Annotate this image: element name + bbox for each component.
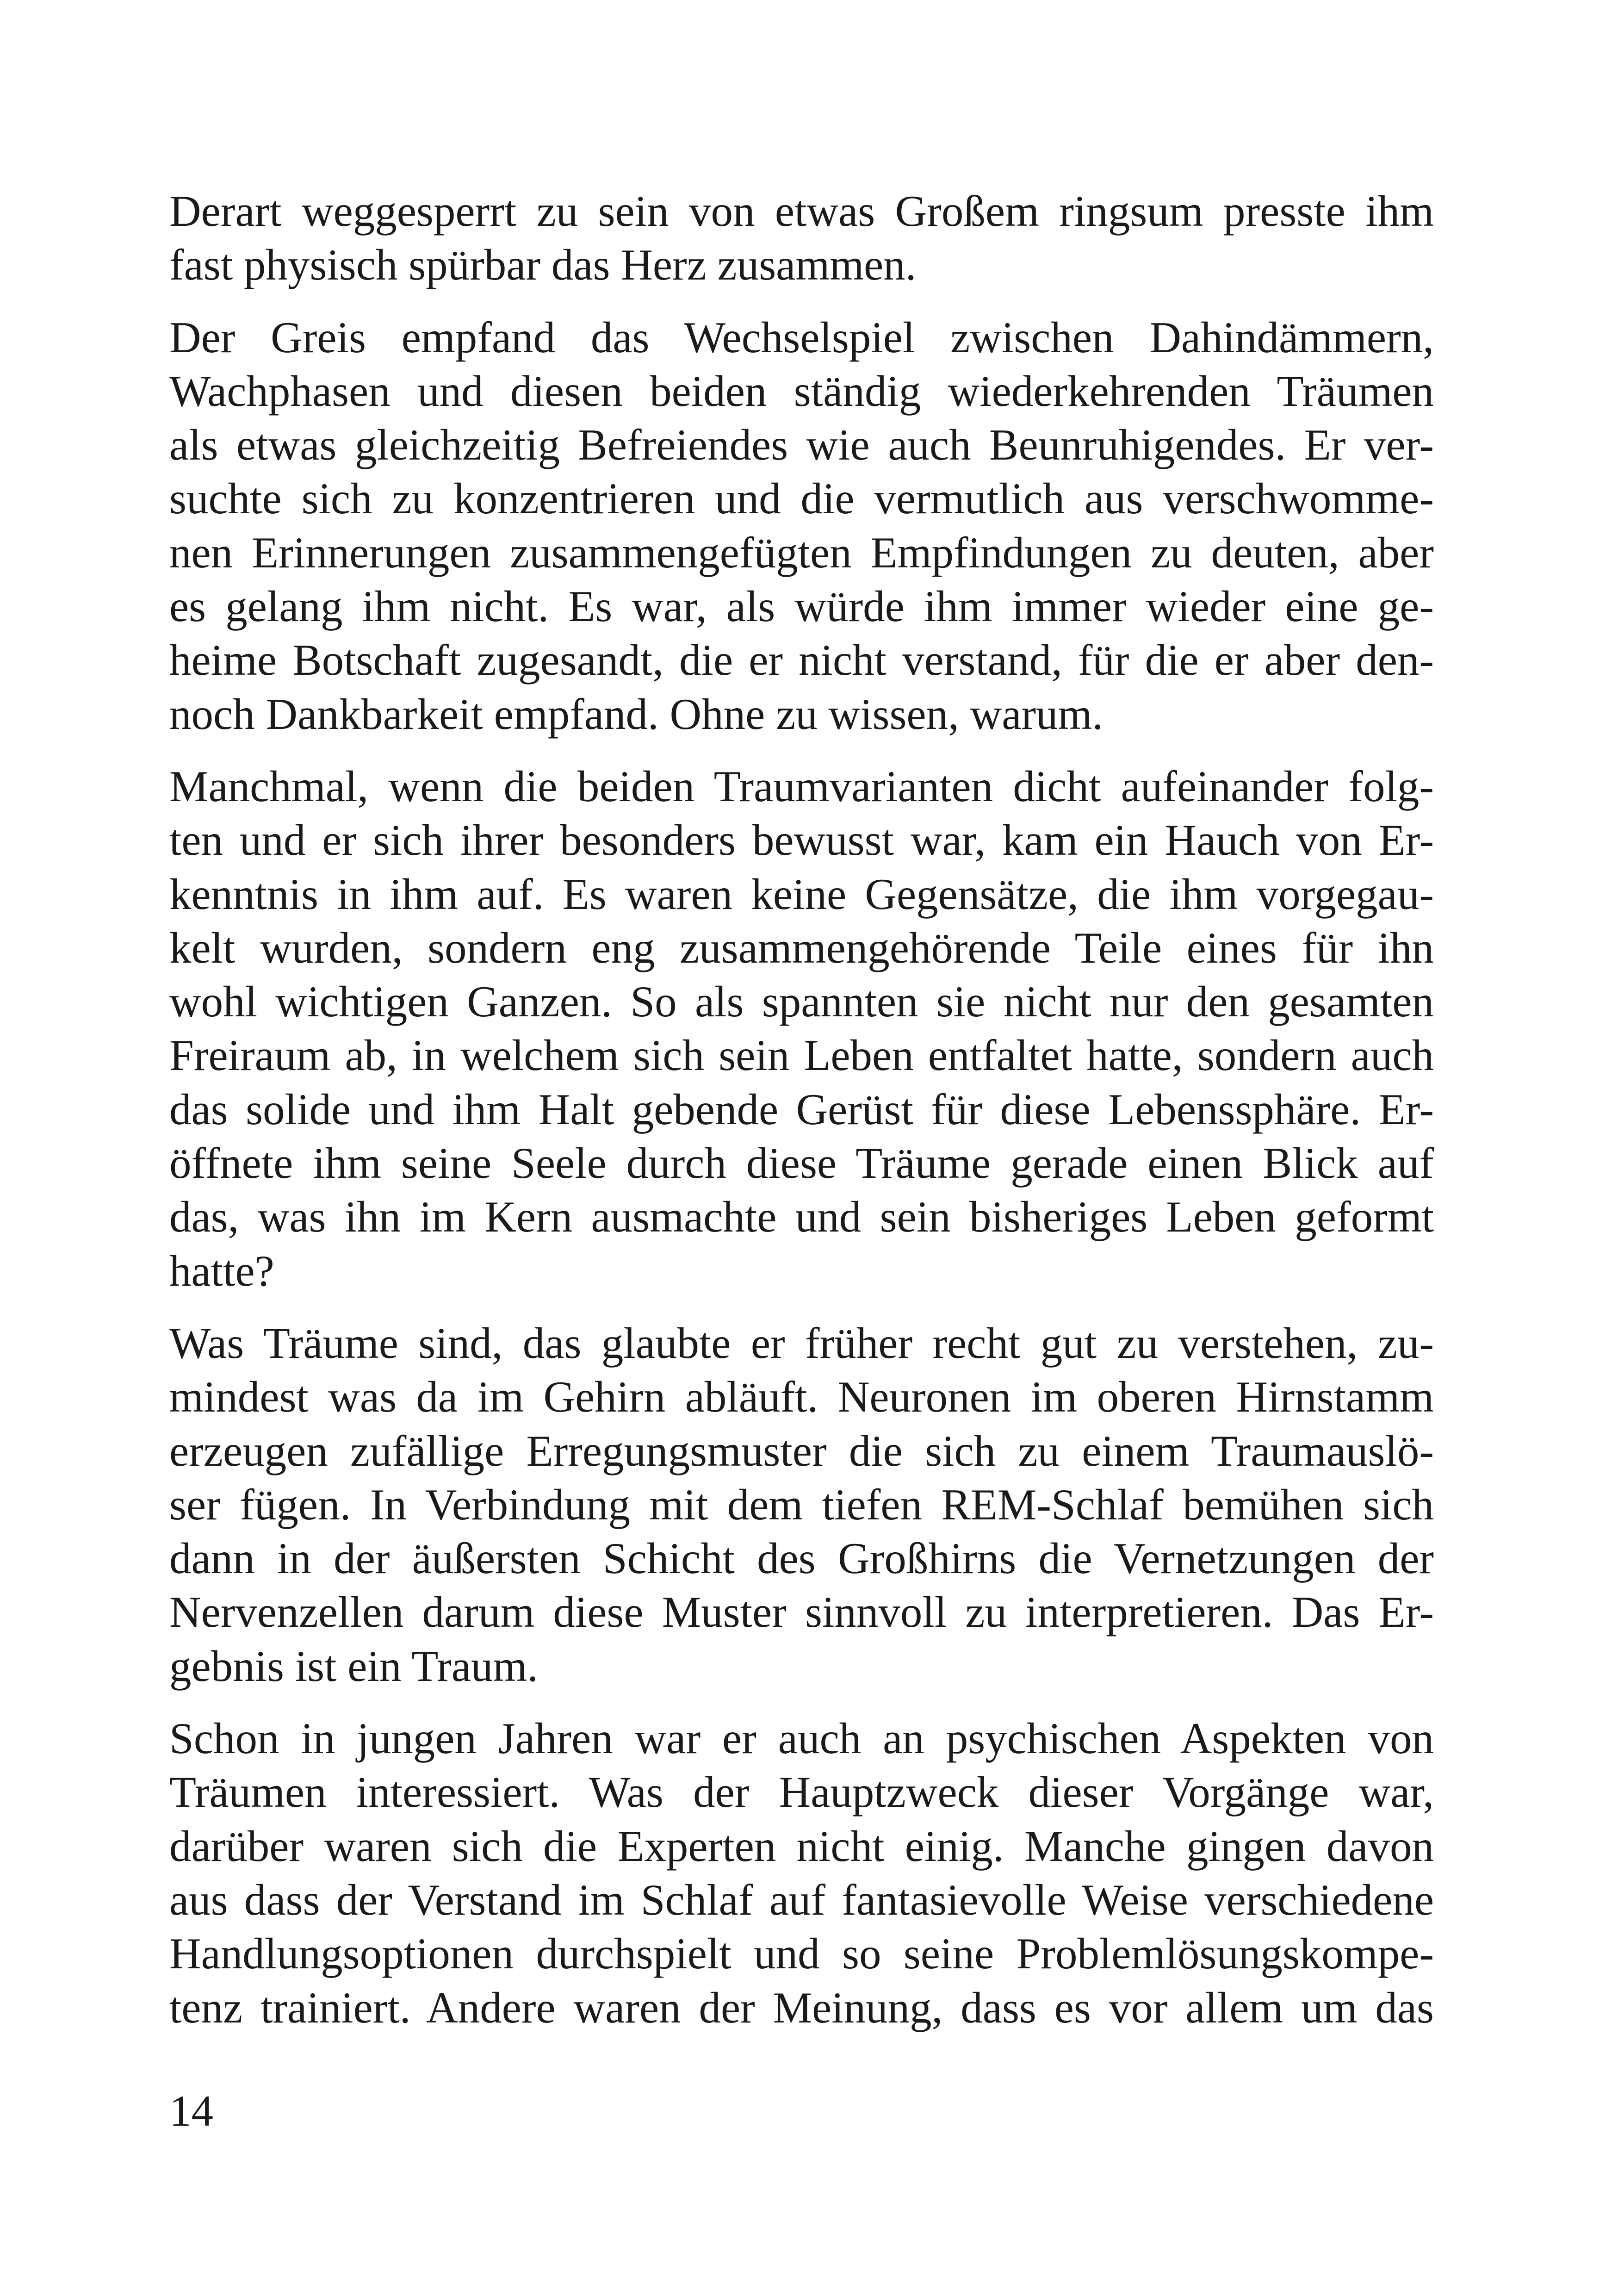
- text-line: Freiraum ab, in welchem sich sein Leben entfaltet hatte, sondern auch: [169, 1031, 1434, 1080]
- body-text: [169, 184, 1434, 2053]
- text-line: heime Botschaft zugesandt, die er nicht verstand, für die er aber den-: [169, 635, 1434, 685]
- text-line: Träumen interessiert. Was der Hauptzweck dieser Vorgänge war,: [169, 1767, 1434, 1817]
- text-line: noch Dankbarkeit empfand. Ohne zu wissen, warum.: [169, 689, 1103, 739]
- paragraph: [169, 1316, 1434, 1693]
- text-line: dann in der äußersten Schicht des Großhirns die Vernetzungen der: [169, 1534, 1434, 1583]
- text-line: Schon in jungen Jahren war er auch an psychischen Aspekten von: [169, 1714, 1434, 1763]
- text-line: suchte sich zu konzentrieren und die vermutlich aus verschwomme-: [169, 474, 1434, 523]
- page-number: 14: [169, 2086, 213, 2135]
- text-line: mindest was da im Gehirn abläuft. Neuronen im oberen Hirnstamm: [169, 1372, 1434, 1422]
- text-line: ten und er sich ihrer besonders bewusst war, kam ein Hauch von Er-: [169, 815, 1434, 865]
- text-line: Wachphasen und diesen beiden ständig wiederkehrenden Träumen: [169, 366, 1434, 416]
- text-line: als etwas gleichzeitig Befreiendes wie auch Beunruhigendes. Er ver-: [169, 420, 1434, 470]
- text-line: fast physisch spürbar das Herz zusammen.: [169, 240, 917, 290]
- text-line: wohl wichtigen Ganzen. So als spannten sie nicht nur den gesamten: [169, 977, 1434, 1027]
- text-line: Der Greis empfand das Wechselspiel zwischen Dahindämmern,: [169, 312, 1434, 362]
- text-line: öffnete ihm seine Seele durch diese Träume gerade einen Blick auf: [169, 1139, 1434, 1188]
- text-line: nen Erinnerungen zusammengefügten Empfindungen zu deuten, aber: [169, 528, 1434, 577]
- paragraph: [169, 311, 1434, 741]
- text-line: ser fügen. In Verbindung mit dem tiefen REM-Schlaf bemühen sich: [169, 1480, 1434, 1529]
- text-line: Manchmal, wenn die beiden Traumvarianten dicht aufeinander folg-: [169, 761, 1434, 811]
- text-line: darüber waren sich die Experten nicht einig. Manche gingen davon: [169, 1821, 1434, 1871]
- paragraph: [169, 1711, 1434, 2035]
- text-line: Derart weggesperrt zu sein von etwas Großem ringsum presste ihm: [169, 187, 1434, 236]
- text-line: tenz trainiert. Andere waren der Meinung, dass es vor allem um das: [169, 1983, 1434, 2032]
- text-line: kenntnis in ihm auf. Es waren keine Gegensätze, die ihm vorgegau-: [169, 869, 1434, 919]
- text-line: das, was ihn im Kern ausmachte und sein bisheriges Leben geformt: [169, 1192, 1434, 1242]
- text-line: Handlungsoptionen durchspielt und so seine Problemlösungskompe-: [169, 1929, 1434, 1979]
- text-line: Nervenzellen darum diese Muster sinnvoll zu interpretieren. Das Er-: [169, 1587, 1434, 1637]
- paragraph: [169, 184, 1434, 292]
- text-line: es gelang ihm nicht. Es war, als würde ihm immer wieder eine ge-: [169, 582, 1434, 631]
- text-line: gebnis ist ein Traum.: [169, 1641, 539, 1691]
- text-line: das solide und ihm Halt gebende Gerüst für diese Lebenssphäre. Er-: [169, 1084, 1434, 1134]
- paragraph: [169, 759, 1434, 1298]
- text-line: Was Träume sind, das glaubte er früher recht gut zu verstehen, zu-: [169, 1318, 1434, 1368]
- text-line: erzeugen zufällige Erregungsmuster die sich zu einem Traumauslö-: [169, 1426, 1434, 1475]
- text-line: hatte?: [169, 1246, 274, 1295]
- text-line: aus dass der Verstand im Schlaf auf fantasievolle Weise verschiedene: [169, 1875, 1434, 1924]
- text-line: kelt wurden, sondern eng zusammengehörende Teile eines für ihn: [169, 923, 1434, 972]
